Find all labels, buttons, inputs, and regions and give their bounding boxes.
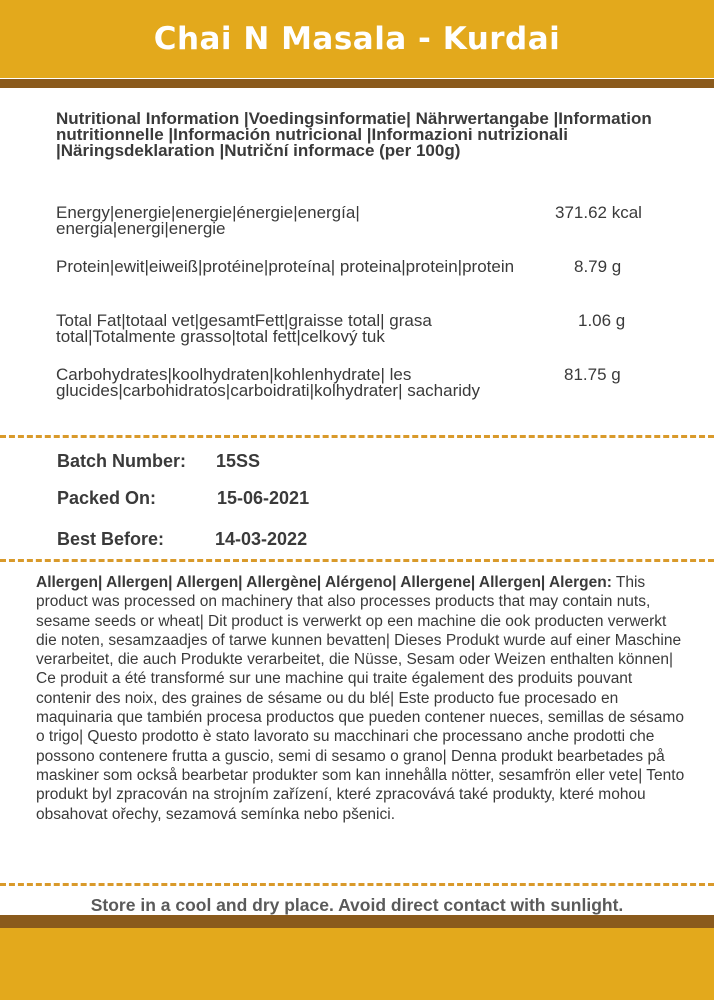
batch-number-row: [57, 451, 261, 472]
nutrition-label: Carbohydrates|koolhydraten|kohlenhydrate| les glucides|carbohidratos|carboidrati|kolhydrater| sacharidy: [56, 365, 480, 400]
nutrition-label: Total Fat|totaal vet|gesamtFett|graisse total| grasa total|Totalmente grasso|total fett|celkový tuk: [56, 311, 432, 346]
batch-number-value: 15SS: [216, 451, 261, 471]
nutrition-label: Energy|energie|energie|énergie|energía| energia|energi|energie: [56, 203, 360, 238]
nutrition-value: 8.79 g: [574, 257, 622, 276]
packed-on-row: [57, 488, 310, 509]
dashed-divider: [0, 435, 714, 438]
nutrition-label: Protein|ewit|eiweiß|protéine|proteína| proteina|protein|protein: [56, 257, 515, 276]
dashed-divider: [0, 883, 714, 886]
product-title: Chai N Masala - Kurdai: [153, 21, 561, 57]
nutrition-value: 81.75 g: [564, 365, 621, 384]
nutrition-row-carbohydrates: [56, 367, 656, 399]
header-divider: [0, 79, 714, 88]
best-before-value: 14-03-2022: [215, 529, 308, 549]
packed-on-label: Packed On:: [57, 488, 157, 508]
nutrition-row-energy: [56, 205, 656, 237]
best-before-row: [57, 529, 308, 550]
footer-divider: [0, 915, 714, 928]
nutrition-row-fat: [56, 313, 656, 345]
packed-on-value: 15-06-2021: [217, 488, 310, 508]
dashed-divider: [0, 559, 714, 562]
nutrition-row-protein: [56, 259, 656, 275]
footer-band: [0, 928, 714, 1000]
storage-instructions: Store in a cool and dry place. Avoid direct contact with sunlight.: [90, 895, 624, 915]
nutrition-value: 1.06 g: [578, 311, 626, 330]
best-before-label: Best Before:: [57, 529, 165, 549]
allergen-statement: [36, 573, 686, 824]
title-band: [0, 0, 714, 78]
batch-number-label: Batch Number:: [57, 451, 187, 471]
nutrition-header: Nutritional Information |Voedingsinformatie| Nährwertangabe |Information nutritionnelle |Información nutricional |Informazioni nutrizionali |Näringsdeklaration |Nutriční informace (per 100g): [56, 109, 652, 160]
allergen-label: Allergen| Allergen| Allergen| Allergène| Alérgeno| Allergene| Allergen| Alergen:: [36, 574, 612, 591]
nutrition-value: 371.62 kcal: [555, 203, 642, 222]
allergen-text: This product was processed on machinery that also processes products that may contain nuts, sesame seeds or wheat| Dit product is verwerkt op een machine die ook producten verwerkt die noten, sesamzaadjes of tarwe kunnen bevatten| Dieses Produkt wurde auf einer Maschine verarbeitet, die auch Produkte verarbeitet, die Nüsse, Sesam oder Weizen enthalten können| Ce produit a été transformé sur une machine qui traite également des produits pouvant contenir des noix, des graines de sésame ou du blé| Este producto fue procesado en maquinaria que también procesa productos que pueden contener nueces, semillas de sésamo o trigo| Questo prodotto è stato lavorato su macchinari che processano anche prodotti che possono contenere frutta a guscio, semi di sesamo o grano| Denna produkt bearbetades på maskiner som också bearbetar produkter som kan innehålla nötter, sesamfrön eller vete| Tento produkt byl zpracován na strojním zařízení, které zpracovává také produkty, které mohou obsahovat ořechy, sezamová semínka nebo pšenici.: [36, 574, 685, 823]
